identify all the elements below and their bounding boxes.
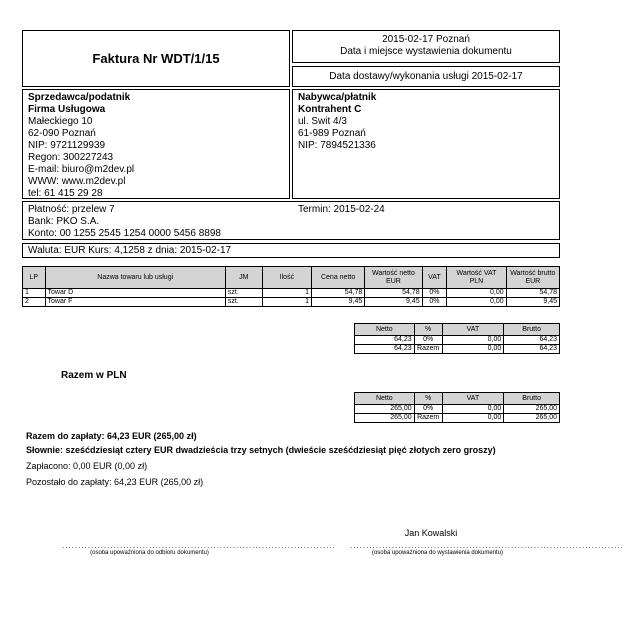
column-header: Cena netto: [311, 267, 364, 289]
payment-method: Płatność: przelew 7: [28, 204, 115, 215]
seller-heading: Sprzedawca/podatnik: [28, 92, 131, 103]
table-cell: 265,00: [355, 405, 415, 414]
table-cell: 0,00: [442, 345, 504, 354]
column-header: JM: [225, 267, 262, 289]
table-cell: 1: [262, 298, 311, 307]
table-row: [355, 414, 560, 423]
buyer-name: Kontrahent C: [298, 104, 362, 115]
seller-line: WWW: www.m2dev.pl: [28, 176, 126, 187]
payment-term: Termin: 2015-02-24: [298, 204, 385, 215]
column-header: %: [414, 393, 442, 405]
table-cell: 9,45: [506, 298, 559, 307]
seller-name: Firma Usługowa: [28, 104, 106, 115]
column-header: %: [414, 324, 442, 336]
table-cell: 64,23: [355, 336, 415, 345]
table-cell: 0,00: [442, 336, 504, 345]
invoice-title-box: [22, 30, 290, 87]
seller-line: Regon: 300227243: [28, 152, 114, 163]
currency-rate: Waluta: EUR Kurs: 4,1258 z dnia: 2015-02-17: [28, 245, 232, 256]
amount-paid: Zapłacono: 0,00 EUR (0,00 zł): [26, 461, 148, 471]
seller-line: Małeckiego 10: [28, 116, 93, 127]
issuer-name: Jan Kowalski: [404, 528, 458, 538]
column-header: Wartość netto EUR: [365, 267, 422, 289]
receiver-label: (osoba upoważniona do odbioru dokumentu): [90, 550, 209, 556]
column-header: Nazwa towaru lub usługi: [45, 267, 225, 289]
table-row: [23, 298, 560, 307]
totals-block: [26, 431, 556, 488]
issuer-label: (osoba upoważniona do wystawienia dokumentu): [371, 550, 504, 556]
table-cell: 0,00: [442, 414, 504, 423]
currency-box: [22, 243, 560, 258]
table-cell: 2: [23, 298, 46, 307]
seller-line: E-mail: biuro@m2dev.pl: [28, 164, 135, 175]
column-header: VAT: [422, 267, 447, 289]
table-cell: 0,00: [447, 298, 506, 307]
table-row: [23, 289, 560, 298]
buyer-heading: Nabywca/płatnik: [298, 92, 377, 103]
table-cell: 0,00: [447, 289, 506, 298]
issue-date-caption: Data i miejsce wystawienia dokumentu: [340, 46, 512, 57]
table-cell: 64,23: [355, 345, 415, 354]
items-header-row: [23, 267, 560, 289]
table-cell: Razem: [414, 345, 442, 354]
column-header: Brutto: [504, 393, 560, 405]
table-cell: 64,23: [504, 345, 560, 354]
buyer-line: NIP: 7894521336: [298, 140, 376, 151]
table-cell: 0%: [422, 289, 447, 298]
column-header: VAT: [442, 324, 504, 336]
table-cell: 64,23: [504, 336, 560, 345]
buyer-line: ul. Swit 4/3: [298, 116, 347, 127]
total-to-pay: Razem do zapłaty: 64,23 EUR (265,00 zł): [26, 431, 197, 441]
delivery-date-box: [292, 66, 560, 87]
table-cell: 0%: [422, 298, 447, 307]
issue-date: 2015-02-17 Poznań: [382, 34, 470, 45]
column-header: Netto: [355, 393, 415, 405]
table-cell: 54,78: [311, 289, 364, 298]
table-cell: 54,78: [506, 289, 559, 298]
signature-line: .....................................................................................: [62, 541, 336, 550]
payment-box: [22, 201, 560, 240]
buyer-box: [292, 89, 560, 199]
table-cell: 1: [23, 289, 46, 298]
issue-date-box: [292, 30, 560, 63]
pln-summary-title: Razem w PLN: [61, 370, 127, 381]
signature-line: .....................................................................................: [350, 541, 624, 550]
column-header: Netto: [355, 324, 415, 336]
column-header: Wartość brutto EUR: [506, 267, 559, 289]
buyer-line: 61-989 Poznań: [298, 128, 366, 139]
table-cell: 265,00: [355, 414, 415, 423]
seller-box: [22, 89, 290, 199]
column-header: Ilość: [262, 267, 311, 289]
table-cell: 9,45: [311, 298, 364, 307]
receiver-signature: [62, 541, 336, 556]
delivery-date: Data dostawy/wykonania usługi 2015-02-17: [329, 71, 523, 82]
invoice-title: Faktura Nr WDT/1/15: [92, 51, 220, 66]
table-cell: szt.: [225, 298, 262, 307]
column-header: Wartość VAT PLN: [447, 267, 506, 289]
column-header: VAT: [442, 393, 504, 405]
table-cell: 1: [262, 289, 311, 298]
column-header: Brutto: [504, 324, 560, 336]
table-cell: 54,78: [365, 289, 422, 298]
table-cell: 265,00: [504, 405, 560, 414]
items-table: [22, 266, 560, 307]
table-row: [355, 405, 560, 414]
table-cell: szt.: [225, 289, 262, 298]
table-row: [355, 345, 560, 354]
seller-line: 62-090 Poznań: [28, 128, 96, 139]
seller-line: NIP: 9721129939: [28, 140, 106, 151]
amount-remaining: Pozostało do zapłaty: 64,23 EUR (265,00 zł): [26, 477, 204, 487]
table-cell: Towar F: [45, 298, 225, 307]
table-cell: Razem: [414, 414, 442, 423]
issuer-signature: [350, 541, 624, 556]
seller-line: tel: 61 415 29 28: [28, 188, 103, 199]
table-cell: 9,45: [365, 298, 422, 307]
total-in-words: Słownie: sześćdziesiąt cztery EUR dwadzieścia trzy setnych (dwieście sześćdziesiąt pięć złotych zero groszy): [26, 445, 496, 455]
payment-bank: Bank: PKO S.A.: [28, 216, 100, 227]
column-header: LP: [23, 267, 46, 289]
summary-pln-table: [354, 392, 560, 423]
table-cell: 0,00: [442, 405, 504, 414]
table-cell: 0%: [414, 336, 442, 345]
payment-account: Konto: 00 1255 2545 1254 0000 5456 8898: [28, 228, 221, 239]
table-cell: 0%: [414, 405, 442, 414]
table-cell: Towar D: [45, 289, 225, 298]
table-row: [355, 336, 560, 345]
table-cell: 265,00: [504, 414, 560, 423]
summary-eur-table: [354, 323, 560, 354]
